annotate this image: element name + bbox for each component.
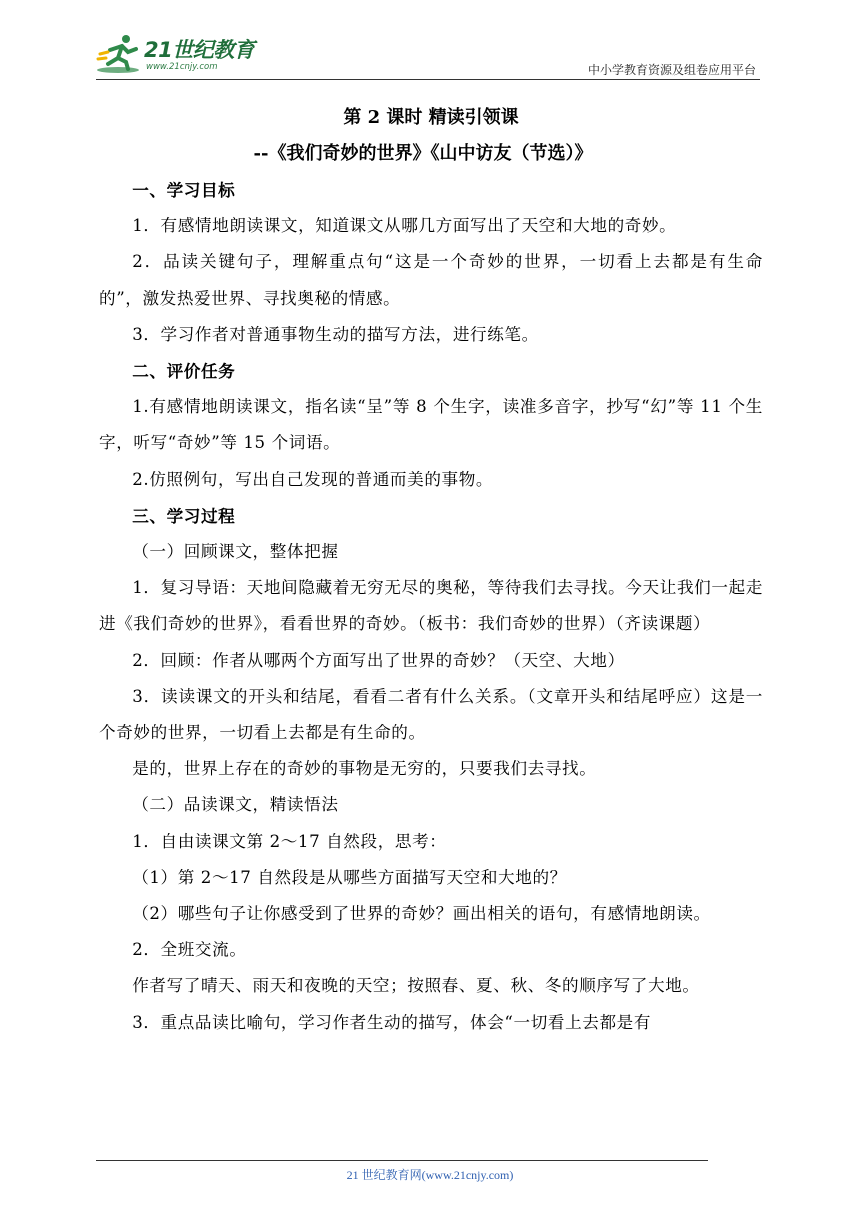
paragraph: 3．学习作者对普通事物生动的描写方法，进行练笔。 [132,324,539,344]
platform-label: 中小学教育资源及组卷应用平台 [587,63,756,77]
paragraph: （二）品读课文，精读悟法 [132,795,339,815]
paragraph-list [99,172,763,1041]
logo-url: www.21cnjy.com [146,62,218,72]
paragraph: 2．品读关键句子，理解重点句“这是一个奇妙的世界，一切看上去都是有生命的”，激发热爱世界、寻找奥秘的情感。 [99,252,763,308]
paragraph: 作者写了晴天、雨天和夜晚的天空；按照春、夏、秋、冬的顺序写了大地。 [132,976,700,996]
paragraph: 1．复习导语：天地间隐藏着无穷无尽的奥秘，等待我们去寻找。今天让我们一起走进《我们奇妙的世界》，看看世界的奇妙。（板书：我们奇妙的世界）（齐读课题） [99,578,763,634]
paragraph: 是的，世界上存在的奇妙的事物是无穷的，只要我们去寻找。 [132,759,597,779]
paragraph: 1．有感情地朗读课文，知道课文从哪几方面写出了天空和大地的奇妙。 [132,216,677,236]
document-body [99,100,763,1041]
paragraph: 2.仿照例句，写出自己发现的普通而美的事物。 [132,469,494,489]
header-divider [96,79,760,80]
paragraph: 3．读读课文的开头和结尾，看看二者有什么关系。（文章开头和结尾呼应）这是一个奇妙的世界，一切看上去都是有生命的。 [99,686,763,743]
paragraph: 2．全班交流。 [132,940,247,960]
footer-divider [96,1160,708,1161]
paragraph: （2）哪些句子让你感受到了世界的奇妙？画出相关的语句，有感情地朗读。 [132,904,711,924]
logo-text: 21世纪教育 [144,38,255,62]
paragraph: 1．自由读课文第 2～17 自然段，思考： [132,831,447,851]
footer-link[interactable]: 21 世纪教育网(www.21cnjy.com) [346,1168,514,1182]
section-heading: 三、学习过程 [132,505,236,526]
site-logo[interactable] [96,32,266,78]
section-heading: 二、评价任务 [132,361,236,382]
page-header [0,0,860,82]
section-heading: 一、学习目标 [132,180,236,200]
paragraph: （一）回顾课文，整体把握 [132,542,339,562]
runner-logo-icon [96,32,144,76]
paragraph: 2．回顾：作者从哪两个方面写出了世界的奇妙？（天空、大地） [132,650,625,670]
paragraph: 3．重点品读比喻句，学习作者生动的描写，体会“一切看上去都是有 [132,1012,652,1032]
lesson-title: 第 2 课时 精读引领课 [343,107,519,128]
paragraph: （1）第 2～17 自然段是从哪些方面描写天空和大地的？ [132,867,567,887]
paragraph: 1.有感情地朗读课文，指名读“呈”等 8 个生字，读准多音字，抄写“幻”等 11 个生字，听写“奇妙”等 15 个词语。 [99,397,763,453]
lesson-subtitle: --《我们奇妙的世界》《山中访友（节选）》 [253,143,593,164]
